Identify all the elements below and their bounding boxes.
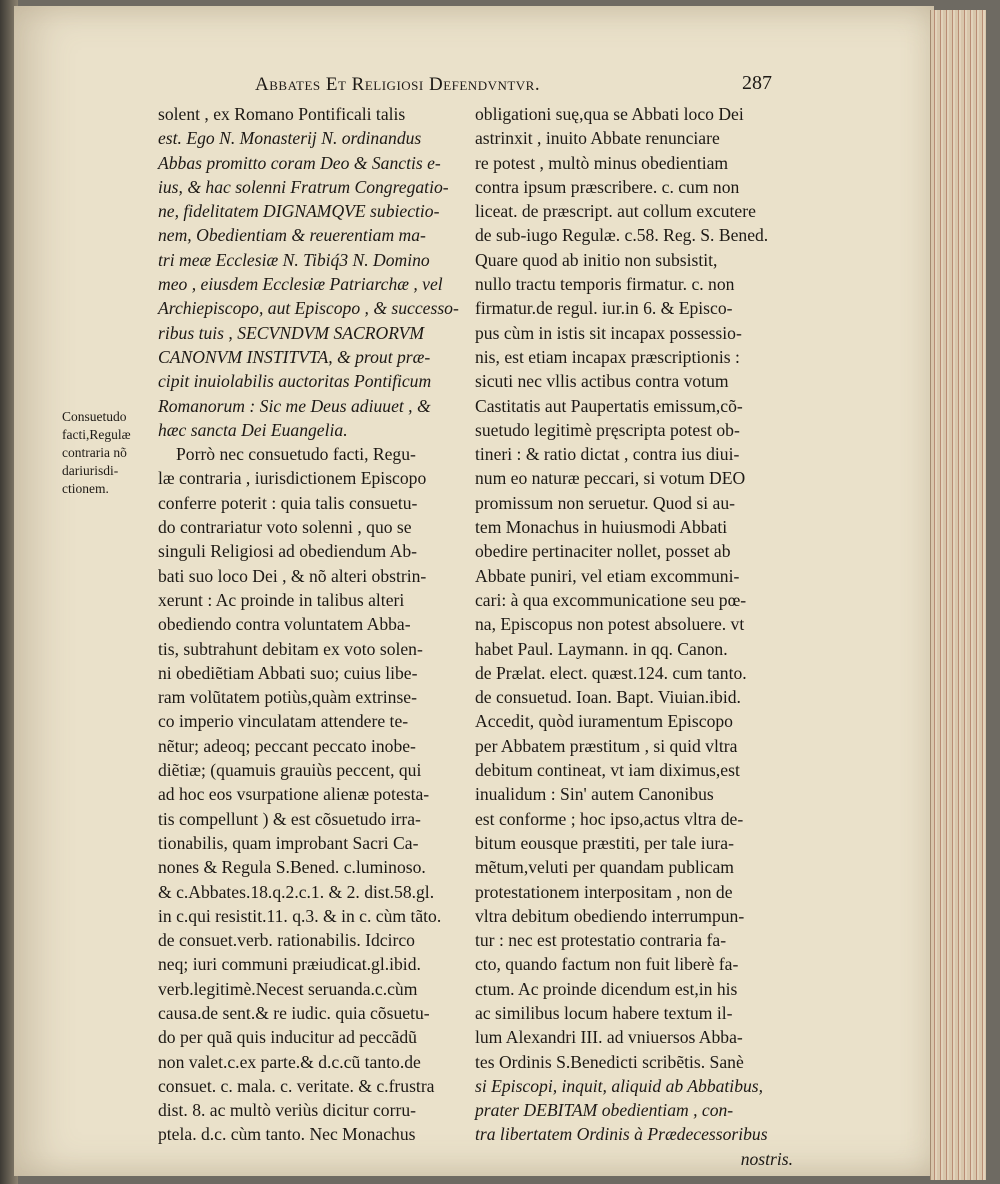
text-line: tur : nec est protestatio contraria fa- — [475, 930, 727, 951]
text-line: Romanorum : Sic me Deus adiuuet , & — [158, 395, 431, 416]
text-line: bitum eousque præstiti, per tale iura- — [475, 832, 734, 853]
text-line: suetudo legitimè pręscripta potest ob- — [475, 419, 740, 440]
text-line: ne, fidelitatem DIGNAMQVE subiectio- — [158, 201, 440, 222]
text-line: bati suo loco Dei , & nõ alteri obstrin- — [158, 565, 427, 586]
text-line: nem, Obedientiam & reuerentiam ma- — [158, 225, 426, 246]
text-line: diẽtiæ; (quamuis grauiùs peccent, qui — [158, 760, 422, 781]
text-line: ac similibus locum habere textum il- — [475, 1002, 733, 1023]
text-line: conferre poterit : quia talis consuetu- — [158, 492, 418, 513]
text-line: protestationem interpositam , non de — [475, 881, 733, 902]
text-line: tis compellunt ) & est cõsuetudo irra- — [158, 808, 421, 829]
text-line: Porrò nec consuetudo facti, Regu- — [176, 444, 416, 465]
text-line: do contrariatur voto solenni , quo se — [158, 517, 412, 538]
text-line: nẽtur; adeoq; peccant peccato inobe- — [158, 735, 416, 756]
text-line: na, Episcopus non potest absoluere. vt — [475, 614, 745, 635]
text-line: liceat. de præscript. aut collum excutere — [475, 201, 756, 222]
text-line: verb.legitimè.Necest seruanda.c.cùm — [158, 978, 418, 999]
text-line: singuli Religiosi ad obediendum Ab- — [158, 541, 418, 562]
text-line: cari: à qua excommunicatione seu pœ- — [475, 589, 747, 610]
text-line: consuet. c. mala. c. veritate. & c.frustra — [158, 1075, 435, 1096]
text-line: do per quã quis inducitur ad peccãdũ — [158, 1027, 417, 1048]
text-line: tra libertatem Ordinis à Prædecessoribus — [475, 1124, 768, 1145]
text-line: lum Alexandri III. ad vniuersos Abba- — [475, 1027, 743, 1048]
text-line: nostris. — [740, 1148, 793, 1169]
text-line: re potest , multò minus obedientiam — [475, 152, 729, 173]
text-line: hæc sancta Dei Euangelia. — [158, 419, 348, 440]
text-line: obediendo contra voluntatem Abba- — [158, 614, 411, 635]
text-line: tionabilis, quam improbant Sacri Ca- — [158, 832, 419, 853]
text-line: non valet.c.ex parte.& d.c.cũ tanto.de — [158, 1051, 421, 1072]
text-line: CANONVM INSTITVTA, & prout præ- — [158, 346, 431, 367]
text-line: debitum contineat, vt iam diximus,est — [475, 760, 740, 781]
text-line: prater DEBITAM obedientiam , con- — [475, 1100, 734, 1121]
text-line: obedire pertinaciter nollet, posset ab — [475, 541, 731, 562]
text-line: tis, subtrahunt debitam ex voto solen- — [158, 638, 423, 659]
text-line: promissum non seruetur. Quod si au- — [475, 492, 735, 513]
margin-note-line: dariurisdi- — [62, 463, 119, 478]
running-title: Abbates Et Religiosi Defendvntvr. — [255, 74, 541, 95]
text-line: xerunt : Ac proinde in talibus alteri — [158, 589, 405, 610]
text-line: causa.de sent.& re iudic. quia cõsuetu- — [158, 1002, 430, 1023]
margin-note — [62, 408, 154, 498]
text-line: per Abbatem præstitum , si quid vltra — [475, 735, 738, 756]
text-line: dist. 8. ac multò veriùs dicitur corru- — [158, 1100, 416, 1121]
text-line: de Prælat. elect. quæst.124. cum tanto. — [475, 662, 747, 683]
text-line: de consuetud. Ioan. Bapt. Viuian.ibid. — [475, 687, 741, 708]
text-line: est conforme ; hoc ipso,actus vltra de- — [475, 808, 744, 829]
text-line: est. Ego N. Monasterij N. ordinandus — [158, 128, 422, 149]
left-column — [158, 102, 458, 1147]
right-column — [475, 102, 793, 1171]
text-line: neq; iuri communi præiudicat.gl.ibid. — [158, 954, 421, 975]
text-line: pus cùm in istis sit incapax possessio- — [475, 322, 742, 343]
text-line: co imperio vinculatam attendere te- — [158, 711, 409, 732]
margin-note-line: contraria nõ — [62, 445, 127, 460]
margin-note-line: facti,Regulæ — [62, 427, 131, 442]
text-line: ptela. d.c. cùm tanto. Nec Monachus — [158, 1124, 416, 1145]
margin-note-line: ctionem. — [62, 481, 109, 496]
text-line: Quare quod ab initio non subsistit, — [475, 249, 718, 270]
text-line: tem Monachus in huiusmodi Abbati — [475, 517, 728, 538]
text-line: meo , eiusdem Ecclesiæ Patriarchæ , vel — [158, 274, 443, 295]
text-line: ram volũtatem potiùs,quàm extrinse- — [158, 687, 417, 708]
text-line: solent , ex Romano Pontificali talis — [158, 104, 406, 124]
text-line: tineri : & ratio dictat , contra ius diui- — [475, 444, 740, 465]
text-line: cipit inuiolabilis auctoritas Pontificum — [158, 371, 432, 392]
text-line: ius, & hac solenni Fratrum Congregatio- — [158, 176, 449, 197]
text-line: sicuti nec vllis actibus contra votum — [475, 371, 729, 392]
margin-note-line: Consuetudo — [62, 409, 127, 424]
text-line: contra ipsum præscribere. c. cum non — [475, 176, 740, 197]
text-line: Archiepiscopo, aut Episcopo , & successo- — [158, 298, 459, 319]
page-edges — [930, 10, 986, 1180]
text-line: ctum. Ac proinde dicendum est,in his — [475, 978, 738, 999]
text-line: si Episcopi, inquit, aliquid ab Abbatibus, — [475, 1075, 764, 1096]
text-line: in c.qui resistit.11. q.3. & in c. cùm tãto. — [158, 905, 442, 926]
text-line: nis, est etiam incapax præscriptionis : — [475, 346, 740, 367]
text-line: astrinxit , inuito Abbate renunciare — [475, 128, 720, 149]
text-line: de sub-iugo Regulæ. c.58. Reg. S. Bened. — [475, 225, 769, 246]
text-line: tes Ordinis S.Benedicti scribẽtis. Sanè — [475, 1051, 744, 1072]
text-line: nones & Regula S.Bened. c.luminoso. — [158, 857, 426, 878]
text-line: & c.Abbates.18.q.2.c.1. & 2. dist.58.gl. — [158, 881, 435, 902]
text-line: ni obediẽtiam Abbati suo; cuius libe- — [158, 662, 418, 683]
text-line: Accedit, quòd iuramentum Episcopo — [475, 711, 733, 732]
text-line: habet Paul. Laymann. in qq. Canon. — [475, 638, 728, 659]
text-line: Castitatis aut Paupertatis emissum,cõ- — [475, 395, 743, 416]
text-line: num eo naturæ peccari, si votum DEO — [475, 468, 746, 489]
text-line: Abbate puniri, vel etiam excommuni- — [475, 565, 740, 586]
text-line: cto, quando factum non fuit liberè fa- — [475, 954, 739, 975]
text-line: læ contraria , iurisdictionem Episcopo — [158, 468, 427, 489]
text-line: ad hoc eos vsurpatione alienæ potesta- — [158, 784, 430, 805]
text-line: firmatur.de regul. iur.in 6. & Episco- — [475, 298, 733, 319]
text-line: vltra debitum obediendo interrumpun- — [475, 905, 745, 926]
text-line: inualidum : Sin' autem Canonibus — [475, 784, 714, 805]
text-line: de consuet.verb. rationabilis. Idcirco — [158, 930, 415, 951]
text-line: tri meæ Ecclesiæ N. Tibiq́3 N. Domino — [158, 249, 430, 270]
text-line: nullo tractu temporis firmatur. c. non — [475, 274, 735, 295]
text-line: ribus tuis , SECVNDVM SACRORVM — [158, 322, 425, 343]
text-line: Abbas promitto coram Deo & Sanctis e- — [158, 152, 441, 173]
text-line: mẽtum,veluti per quandam publicam — [475, 857, 734, 878]
page-number: 287 — [742, 72, 772, 94]
book-page — [14, 6, 934, 1176]
text-line: obligationi suę,qua se Abbati loco Dei — [475, 104, 744, 124]
